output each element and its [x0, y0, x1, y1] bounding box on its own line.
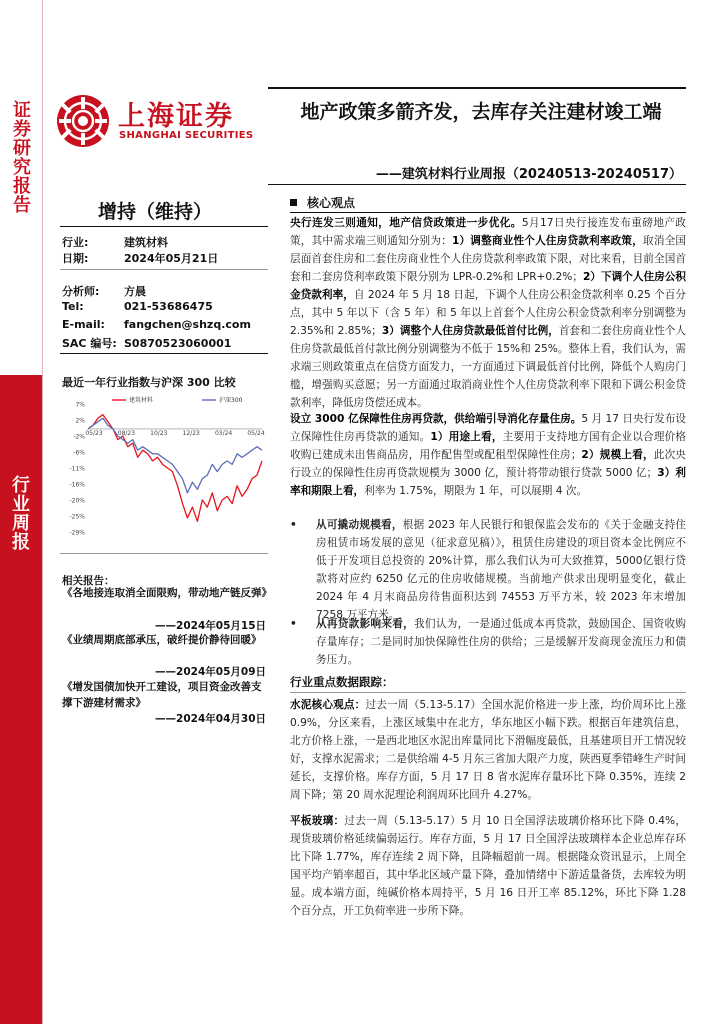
y-tick-label: -11% [69, 465, 85, 473]
bullet-impact: • 从再贷款影响来看，我们认为，一是通过低成本再贷款，鼓励国企、国资收购存量库存；二是同时加快保障性住房的供给；三是缓解开发商现金流压力和债务压力。 [290, 615, 686, 669]
date-row [62, 250, 218, 266]
paragraph-glass: 平板玻璃：过去一周（5.13-5.17）5 月 10 日全国浮法玻璃价格环比下降 0.4%，现货玻璃价格延续偏弱运行。库存方面，5 月 17 日全国浮法玻璃样本企业总库存环比下降 1.77%，库存连续 2 周下降，且降幅超前一周。根据隆众资讯显示，上周全国平均产销率超百，其中华北区域产量下降，叠加情绪中下游适量备货，去库较为明显。成本端方面，纯碱价格本周持平，5 月 16 日开工率 85.12%，环比下降 1.28 个百分点，开工负荷率进一步所下降。 [290, 815, 686, 917]
y-tick-label: -6% [73, 449, 85, 457]
industry-key: 行业: [62, 236, 89, 249]
square-bullet-icon [290, 199, 297, 206]
title-bottom-rule [268, 184, 686, 185]
paragraph-policy: 央行连发三则通知，地产信贷政策进一步优化。5月17日央行接连发布重磅地产政策，其中需求端三则通知分别为：1）调整商业性个人住房贷款利率政策，取消全国层面首套住房和二套住房商业性个人住房贷款利率政策下限，对比来看，目前全国首套和二套房贷利率政策下限分别为 LPR-0.2%和 LPR+0.2%；2）下调个人住房公积金贷款利率，自 2024 年 5 月 18 日起，下调个人住房公积金贷款利率 0.25 个百分点，其中 5 年以下（含 5 年）和 5 年以上首套个人住房公积金贷款利率分别调整为 2.35%和 2.85%；3）调整个人住房贷款最低首付比例，首套和二套住房商业性个人住房贷款最低首付款比例分别调整为不低于 15%和 25%。整体上看，我们认为，需求端三则政策重点在信贷方面发力，一方面通过下调最低首付比例，降低个人购房门槛，增强购买意愿；另一方面通过取消商业性个人住房贷款利率下限和下调公积金贷款利率，降低房贷偿还成本。 [290, 217, 687, 409]
bullet-scale: • 从可撬动规模看，根据 2023 年人民银行和银保监会发布的《关于金融支持住房租赁市场发展的意见（征求意见稿）》，租赁住房建设的项目资本金比例应不低于开发项目总投资的 20%计算，那么我们认为可大致推算，5000亿银行贷款将对应约 6250 亿元的住房收储规模。当前地产供求出现明显变化，截止 2024 年 4 月末商品房待售面积达到 74553 万平方米，较 2023 年末增加 7258 万平方米。 [290, 516, 686, 624]
related-report-2-date: ——2024年05月09日 [155, 666, 266, 678]
tel-key: Tel: [62, 300, 84, 313]
report-type-label: 证券研究报告 [10, 100, 31, 214]
related-report-3[interactable]: 《增发国债加快开工建设，项目资金改善支撑下游建材需求》 [62, 681, 262, 709]
analyst-row [62, 283, 146, 299]
tracking-rule [290, 692, 686, 693]
legend-label: 建筑材料 [129, 397, 154, 404]
y-tick-label: 2% [75, 417, 85, 425]
info-rule [60, 269, 268, 270]
related-report-1-date: ——2024年05月15日 [155, 620, 266, 632]
y-tick-label: -16% [69, 481, 85, 489]
contact-rule [60, 353, 268, 354]
section-rule [290, 212, 686, 213]
report-category-label: 行业周报 [9, 475, 30, 551]
related-report-3-date: ——2024年04月30日 [155, 713, 266, 725]
bullet-dot-icon: • [290, 618, 297, 630]
tel-value: 021-53686475 [124, 300, 213, 313]
report-title: 地产政策多箭齐发，去库存关注建材竣工端 [300, 101, 662, 123]
data-tracking-heading: 行业重点数据跟踪： [290, 675, 394, 689]
report-subtitle: ——建筑材料行业周报（20240513-20240517） [375, 167, 682, 182]
side-band [0, 0, 42, 1024]
side-divider [42, 0, 43, 1024]
x-tick-label: 08/23 [117, 429, 136, 437]
industry-row [62, 234, 168, 250]
logo-english-name: SHANGHAI SECURITIES [119, 130, 254, 141]
tel-row [62, 300, 213, 313]
analyst-key: 分析师: [62, 285, 100, 298]
related-reports-heading: 相关报告： [62, 575, 115, 587]
y-tick-label: -2% [73, 433, 85, 441]
legend-label: 沪深300 [219, 397, 243, 404]
email-row [62, 318, 251, 331]
rating: 增持（维持） [97, 201, 212, 223]
logo-chinese-name: 上海证券 [118, 101, 234, 132]
y-tick-label: 7% [75, 401, 85, 409]
chart-rule [60, 553, 268, 554]
x-tick-label: 10/23 [150, 429, 168, 437]
analyst-value: 方晨 [124, 285, 146, 298]
series-line-2 [88, 418, 265, 493]
y-tick-label: -25% [69, 513, 85, 521]
sac-value: S0870523060001 [124, 337, 232, 350]
y-tick-label: -29% [69, 529, 85, 537]
related-report-2[interactable]: 《业绩周期底部承压，破纤提价静待回暖》 [62, 634, 262, 646]
related-report-1[interactable]: 《各地接连取消全面限购，带动地产链反弹》 [62, 587, 272, 599]
x-tick-label: 05/24 [247, 429, 265, 437]
email-value[interactable]: fangchen@shzq.com [124, 318, 251, 331]
company-logo [56, 92, 256, 154]
rating-rule [60, 226, 268, 227]
email-key: E-mail: [62, 318, 105, 331]
date-value: 2024年05月21日 [124, 252, 219, 265]
section-heading: 核心观点 [290, 194, 355, 211]
index-comparison-chart [60, 392, 268, 542]
sac-row [62, 335, 231, 351]
date-key: 日期: [62, 252, 89, 265]
y-tick-label: -20% [69, 497, 85, 505]
sac-key: SAC 编号: [62, 337, 117, 350]
chart-title: 最近一年行业指数与沪深 300 比较 [62, 376, 236, 389]
bullet-dot-icon: • [290, 519, 297, 531]
paragraph-relending: 设立 3000 亿保障性住房再贷款，供给端引导消化存量住房。5 月 17 日央行发布设立保障性住房再贷款的通知。1）用途上看，主要用于支持地方国有企业以合理价格收购已建成未出售商品房，用作配售型或配租型保障性住房；2）规模上看，此次央行设立的保障性住房再贷款规模为 3000 亿，预计将带动银行贷款 5000 亿；3）利率和期限上看，利率为 1.75%，期限为 1 年，可以展期 4 次。 [290, 413, 687, 497]
paragraph-cement: 水泥核心观点：过去一周（5.13-5.17）全国水泥价格进一步上涨，均价周环比上涨 0.9%，分区来看，上涨区域集中在北方，华东地区小幅下跌。根据百年建筑信息，北方价格上涨，一是西北地区水泥出库量同比下滑幅度最低，且基建项目开工情况较好，支撑水泥需求；二是供给端 4-5 月东三省加大限产力度，陕西夏季错峰生产时间延长，支撑价格。库存方面，5 月 17 日 8 省水泥库存量环比下降 0.35%，连续 2 周下降；第 20 周水泥理论利润周环比回升 4.27%。 [290, 699, 686, 801]
x-tick-label: 12/23 [182, 429, 200, 437]
side-band-red [0, 375, 42, 1024]
x-tick-label: 05/23 [85, 429, 103, 437]
industry-value: 建筑材料 [124, 236, 168, 249]
title-top-rule [268, 87, 686, 89]
x-tick-label: 03/24 [214, 429, 233, 437]
logo-emblem-icon [56, 94, 110, 148]
